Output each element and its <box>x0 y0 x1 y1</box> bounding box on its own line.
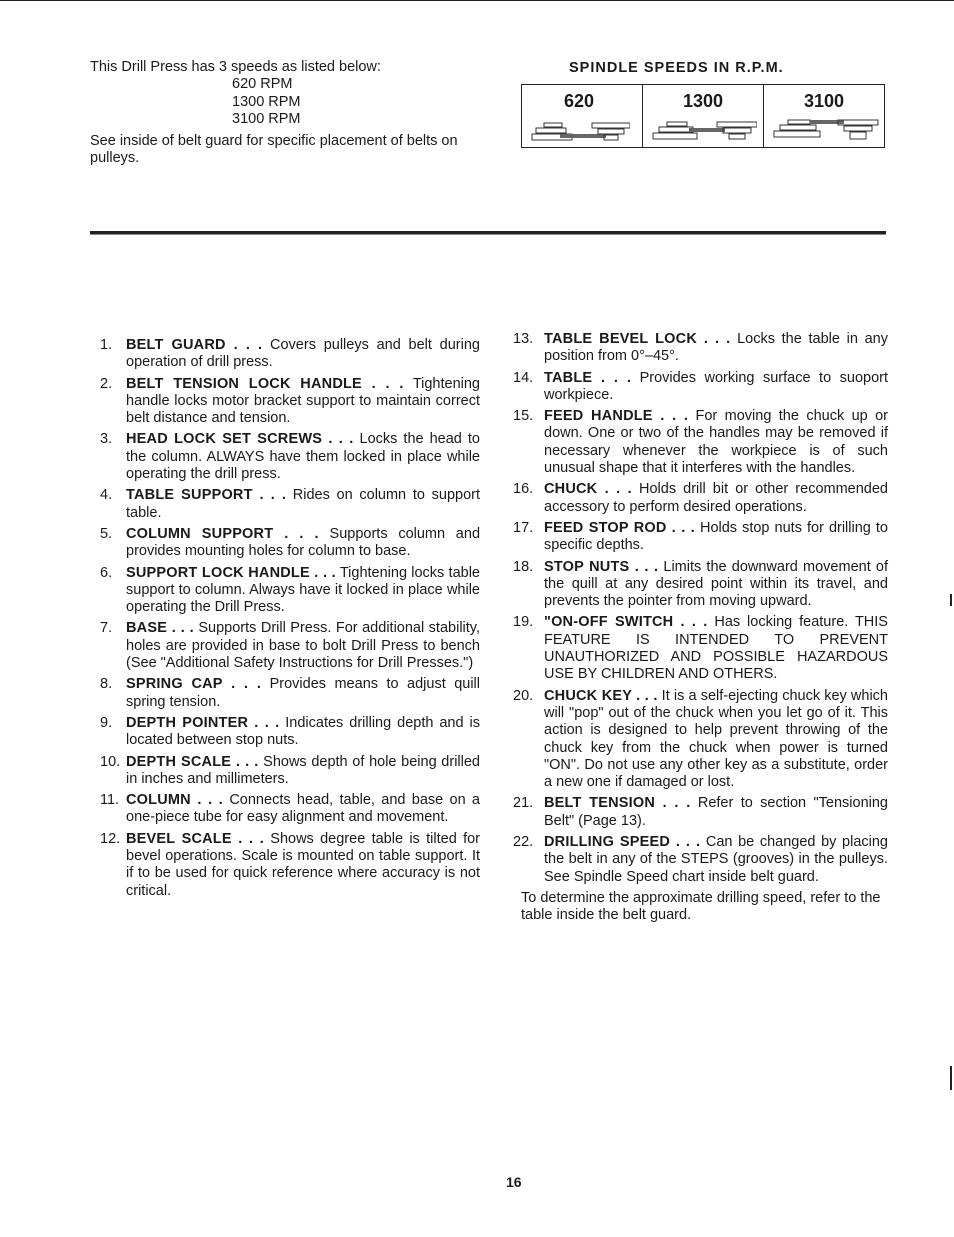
item-description <box>126 376 480 428</box>
item-description <box>126 831 480 900</box>
parts-list-item <box>513 795 888 830</box>
item-text: Indicates drilling depth and is located between stop nuts. <box>126 714 480 749</box>
item-number: 22. <box>513 834 534 851</box>
item-term: DEPTH SCALE . . . <box>126 753 259 770</box>
speed-intro <box>90 59 490 167</box>
speed-cell-label: 1300 <box>683 91 724 111</box>
item-term: "ON-OFF SWITCH . . . <box>544 614 708 631</box>
item-number: 5. <box>100 525 113 542</box>
parts-list-item <box>100 431 480 483</box>
item-number: 1. <box>100 337 113 353</box>
belt-pulley-diagram-icon <box>651 119 757 145</box>
item-number: 7. <box>100 620 113 637</box>
item-term: TABLE BEVEL LOCK . . . <box>544 331 731 347</box>
parts-list-item <box>513 688 888 792</box>
item-term: TABLE SUPPORT . . . <box>126 487 287 504</box>
item-description <box>544 614 888 683</box>
speed-cell-620 <box>522 85 643 147</box>
speed-item: 620 RPM <box>232 76 293 92</box>
parts-list-item <box>513 559 888 611</box>
item-text: Supports column and provides mounting holes for column to base. <box>126 525 481 560</box>
item-text: Supports Drill Press. For additional stability, holes are provided in base to bolt Drill Press to bench (See "Additional Safety Instructions for Drill Presses.") <box>126 620 480 672</box>
intro-note: See inside of belt guard for specific placement of belts on pulleys. <box>90 132 458 166</box>
spindle-speeds-title: SPINDLE SPEEDS IN R.P.M. <box>569 60 784 76</box>
item-text: It is a self-ejecting chuck key which will "pop" out of the chuck when you let go of it. This action is designed to help prevent throwing of the chuck key from the chuck when power is turned "ON". Do not use any other key as a substitute, order a new one if damaged or lost. <box>544 687 888 791</box>
item-number: 11. <box>100 792 120 809</box>
parts-list-item <box>513 408 888 477</box>
section-divider <box>90 231 886 235</box>
item-term: BELT TENSION . . . <box>544 795 691 812</box>
parts-list-item <box>100 337 480 372</box>
parts-list-item <box>513 520 888 555</box>
scan-edge-mark <box>950 594 952 606</box>
item-description <box>126 715 480 750</box>
item-term: BELT GUARD . . . <box>126 337 263 353</box>
item-text: Tightening handle locks motor bracket support to maintain correct belt distance and tension. <box>126 375 480 427</box>
item-term: SUPPORT LOCK HANDLE . . . <box>126 564 336 581</box>
parts-list-item <box>513 370 888 405</box>
item-term: COLUMN . . . <box>126 792 224 809</box>
item-number: 4. <box>100 487 113 504</box>
item-number: 13. <box>513 331 534 347</box>
item-term: TABLE . . . <box>544 369 632 386</box>
speed-cell-label: 3100 <box>804 91 845 111</box>
item-description <box>126 676 480 711</box>
item-description <box>126 526 480 561</box>
item-number: 8. <box>100 676 113 693</box>
item-number: 3. <box>100 431 113 448</box>
item-number: 16. <box>513 481 534 498</box>
item-description <box>126 337 480 372</box>
item-term: CHUCK KEY . . . <box>544 687 658 704</box>
item-term: COLUMN SUPPORT . . . <box>126 525 319 542</box>
parts-list-item <box>100 376 480 428</box>
item-description <box>544 408 888 477</box>
parts-list-item <box>100 565 480 617</box>
speed-item: 3100 RPM <box>232 111 301 127</box>
item-text: Holds drill bit or other recommended accessory to perform desired operations. <box>544 481 888 515</box>
item-term: BEVEL SCALE . . . <box>126 830 264 847</box>
item-description <box>544 834 888 886</box>
item-description <box>126 792 480 827</box>
item-term: HEAD LOCK SET SCREWS . . . <box>126 431 354 448</box>
belt-pulley-diagram-icon <box>530 119 630 145</box>
parts-list-item <box>513 834 888 886</box>
closing-note: To determine the approximate drilling speed, refer to the table inside the belt guard. <box>521 889 881 924</box>
spindle-speed-chart <box>521 84 885 148</box>
item-text: Rides on column to support table. <box>126 487 480 521</box>
item-description <box>126 754 480 789</box>
item-number: 12. <box>100 830 121 847</box>
item-number: 14. <box>513 369 534 386</box>
item-description <box>544 370 888 405</box>
item-description <box>544 559 888 611</box>
scan-edge-mark <box>950 1066 952 1090</box>
item-description <box>126 487 480 522</box>
item-text: Tightening locks table support to column. Always have it locked in place while operating the Drill Press. <box>126 564 480 616</box>
item-number: 10. <box>100 753 121 770</box>
item-term: DRILLING SPEED . . . <box>544 834 701 851</box>
item-term: DEPTH POINTER . . . <box>126 714 280 731</box>
parts-list-item <box>100 526 480 561</box>
item-description <box>544 795 888 830</box>
belt-pulley-diagram-icon <box>772 117 880 145</box>
item-number: 18. <box>513 558 534 575</box>
item-term: CHUCK . . . <box>544 481 632 498</box>
item-term: SPRING CAP . . . <box>126 676 262 693</box>
parts-list-item <box>100 831 480 900</box>
parts-list-item <box>100 676 480 711</box>
item-text: For moving the chuck up or down. One or two of the handles may be removed if necessary whenever the workpiece is of such unusual shape that it interferes with the handles. <box>544 408 888 477</box>
item-description <box>544 520 888 555</box>
item-text: Limits the downward movement of the quill at any desired point within its travel, and prevents the pointer from moving upward. <box>544 558 888 610</box>
item-description <box>544 688 888 792</box>
item-text: Holds stop nuts for drilling to specific depths. <box>544 519 888 554</box>
item-number: 9. <box>100 714 113 731</box>
item-text: Provides working surface to suoport workpiece. <box>544 369 889 403</box>
parts-list-left <box>100 337 480 904</box>
item-text: Refer to section "Tensioning Belt" (Page 13). <box>544 795 888 829</box>
top-border <box>0 0 954 1</box>
item-text: Locks the head to the column. ALWAYS have them locked in place while operating the drill press. <box>126 431 480 483</box>
item-number: 6. <box>100 564 113 581</box>
item-text: Can be changed by placing the belt in any of the STEPS (grooves) in the pulleys. See Spindle Speed chart inside belt guard. <box>544 834 888 885</box>
item-text: Shows depth of hole being drilled in inches and millimeters. <box>126 753 480 787</box>
item-number: 15. <box>513 408 534 425</box>
item-term: STOP NUTS . . . <box>544 558 659 575</box>
parts-list-item <box>100 620 480 672</box>
parts-list-right <box>513 331 888 925</box>
item-description <box>544 481 888 516</box>
item-description <box>126 565 480 617</box>
parts-list-item <box>513 331 888 366</box>
item-text: Covers pulleys and belt during operation of drill press. <box>126 337 480 371</box>
item-description <box>126 431 480 483</box>
item-text: Connects head, table, and base on a one-piece tube for easy alignment and movement. <box>126 792 480 826</box>
parts-list-item <box>100 487 480 522</box>
item-description <box>544 331 888 366</box>
parts-list-item <box>100 715 480 750</box>
item-number: 20. <box>513 687 534 704</box>
item-text: Provides means to adjust quill spring tension. <box>126 676 480 710</box>
speed-item: 1300 RPM <box>232 93 301 110</box>
item-number: 21. <box>513 795 534 812</box>
parts-list-item <box>100 754 480 789</box>
speed-cell-1300 <box>643 85 764 147</box>
item-term: BASE . . . <box>126 620 194 637</box>
speed-list <box>90 76 490 129</box>
speed-cell-label: 620 <box>564 91 595 111</box>
item-text: Shows degree table is tilted for bevel operations. Scale is mounted on table support. It if to be used for quick reference where accuracy is not critical. <box>126 830 480 899</box>
parts-list-item <box>513 481 888 516</box>
speed-cell-3100 <box>764 85 884 147</box>
item-text: Has locking feature. THIS FEATURE IS INTENDED TO PREVENT UNAUTHORIZED AND POSSIBLE HAZARDOUS USE BY CHILDREN AND OTHERS. <box>544 614 888 683</box>
item-term: FEED STOP ROD . . . <box>544 519 695 536</box>
item-description <box>126 620 480 672</box>
item-term: FEED HANDLE . . . <box>544 408 689 425</box>
parts-list-item <box>513 614 888 683</box>
item-number: 17. <box>513 519 534 536</box>
item-term: BELT TENSION LOCK HANDLE . . . <box>126 375 404 392</box>
page-number: 16 <box>506 1174 522 1190</box>
item-text: Locks the table in any position from 0°–45°. <box>544 331 888 365</box>
intro-lead: This Drill Press has 3 speeds as listed below: <box>90 59 381 75</box>
item-number: 2. <box>100 375 113 392</box>
parts-list-item <box>100 792 480 827</box>
item-number: 19. <box>513 614 534 631</box>
